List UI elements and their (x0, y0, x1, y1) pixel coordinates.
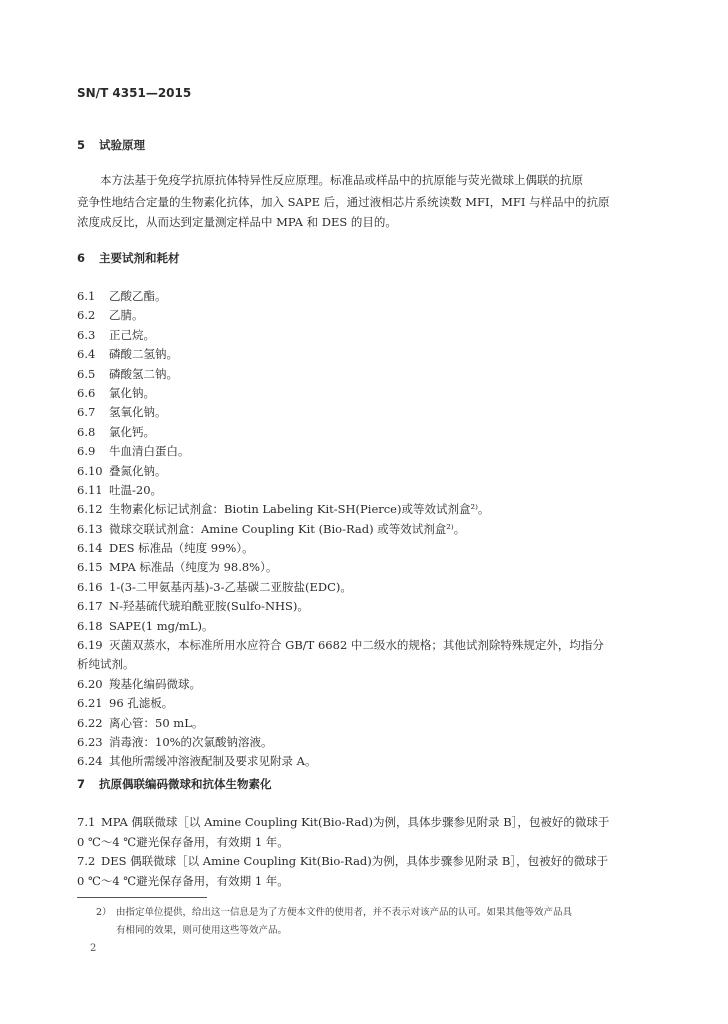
list-item: 6.10 叠氮化钠。 (77, 463, 167, 478)
list-item: 6.7 氢氧化钠。 (77, 405, 167, 420)
section-7-heading (77, 776, 272, 792)
list-item: 6.9 牛血清白蛋白。 (77, 444, 190, 459)
section-title: 试验原理 (99, 138, 145, 152)
footnote-line: 有相同的效果，则可使用这些等效产品。 (116, 925, 288, 936)
list-item: 6.20 羧基化编码微球。 (77, 676, 201, 691)
section-title: 抗原偶联编码微球和抗体生物素化 (99, 777, 272, 791)
list-item: 6.18 SAPE(1 mg/mL)。 (77, 618, 214, 633)
list-item: 6.24 其他所需缓冲溶液配制及要求见附录 A。 (77, 754, 317, 769)
document-code: SN/T 4351—2015 (77, 86, 192, 100)
list-item: 6.6 氯化钠。 (77, 385, 155, 400)
reagent-list (77, 287, 604, 772)
paragraph-line: 竞争性地结合定量的生物素化抗体，加入 SAPE 后，通过液相芯片系统读数 MFI，MFI 与样品中的抗原 (77, 195, 610, 209)
clause-7-2-continuation: 0 ℃～4 ℃避光保存备用，有效期 1 年。 (77, 874, 289, 888)
footnote-line: 2） 由指定单位提供，给出这一信息是为了方便本文件的使用者，并不表示对该产品的认可。如果其他等效产品具 (96, 907, 573, 918)
page-number: 2 (90, 943, 97, 954)
list-item: 6.17 N-羟基硫代琥珀酰亚胺(Sulfo-NHS)。 (77, 599, 309, 614)
list-item: 6.14 DES 标准品（纯度 99%）。 (77, 541, 254, 556)
list-item: 6.16 1-(3-二甲氨基丙基)-3-乙基碳二亚胺盐(EDC)。 (77, 579, 352, 594)
footnote-separator (77, 897, 207, 898)
clause-7-1: 7.1 MPA 偶联微球［以 Amine Coupling Kit(Bio-Rad)为例，具体步骤参见附录 B］，包被好的微球于 (77, 815, 610, 829)
list-item: 6.3 正己烷。 (77, 327, 155, 342)
clause-7-2: 7.2 DES 偶联微球［以 Amine Coupling Kit(Bio-Rad)为例，具体步骤参见附录 B］，包被好的微球于 (77, 854, 609, 868)
list-item: 6.8 氯化钙。 (77, 424, 155, 439)
list-item: 6.1 乙酸乙酯。 (77, 289, 167, 303)
section-title: 主要试剂和耗材 (99, 251, 180, 265)
paragraph-line: 浓度成反比，从而达到定量测定样品中 MPA 和 DES 的目的。 (77, 215, 397, 229)
section-number: 7 (77, 777, 86, 791)
section-number: 6 (77, 251, 86, 265)
list-item: 6.5 磷酸氢二钠。 (77, 366, 178, 381)
section-number: 5 (77, 138, 86, 152)
list-item: 6.22 离心管：50 mL。 (77, 715, 204, 730)
list-item: 6.23 消毒液：10%的次氯酸钠溶液。 (77, 734, 273, 749)
list-item: 6.12 生物素化标记试剂盒：Biotin Labeling Kit-SH(Pierce)或等效试剂盒²⁾。 (77, 502, 490, 517)
list-item: 6.13 微球交联试剂盒：Amine Coupling Kit (Bio-Rad) 或等效试剂盒²⁾。 (77, 521, 466, 536)
list-item: 6.4 磷酸二氢钠。 (77, 347, 178, 362)
list-item-continuation: 析纯试剂。 (77, 657, 135, 672)
list-item: 6.21 96 孔滤板。 (77, 696, 174, 711)
list-item: 6.2 乙腈。 (77, 308, 144, 323)
clause-7-1-continuation: 0 ℃～4 ℃避光保存备用，有效期 1 年。 (77, 835, 289, 849)
list-item: 6.19 灭菌双蒸水，本标准所用水应符合 GB/T 6682 中二级水的规格；其他试剂除特殊规定外，均指分 (77, 638, 604, 653)
section-5-heading (77, 137, 145, 153)
section-6-heading (77, 250, 180, 266)
list-item: 6.15 MPA 标准品（纯度为 98.8%）。 (77, 560, 278, 575)
paragraph-line: 本方法基于免疫学抗原抗体特异性反应原理。标准品或样品中的抗原能与荧光微球上偶联的抗原 (100, 173, 583, 187)
list-item: 6.11 吐温-20。 (77, 482, 163, 497)
